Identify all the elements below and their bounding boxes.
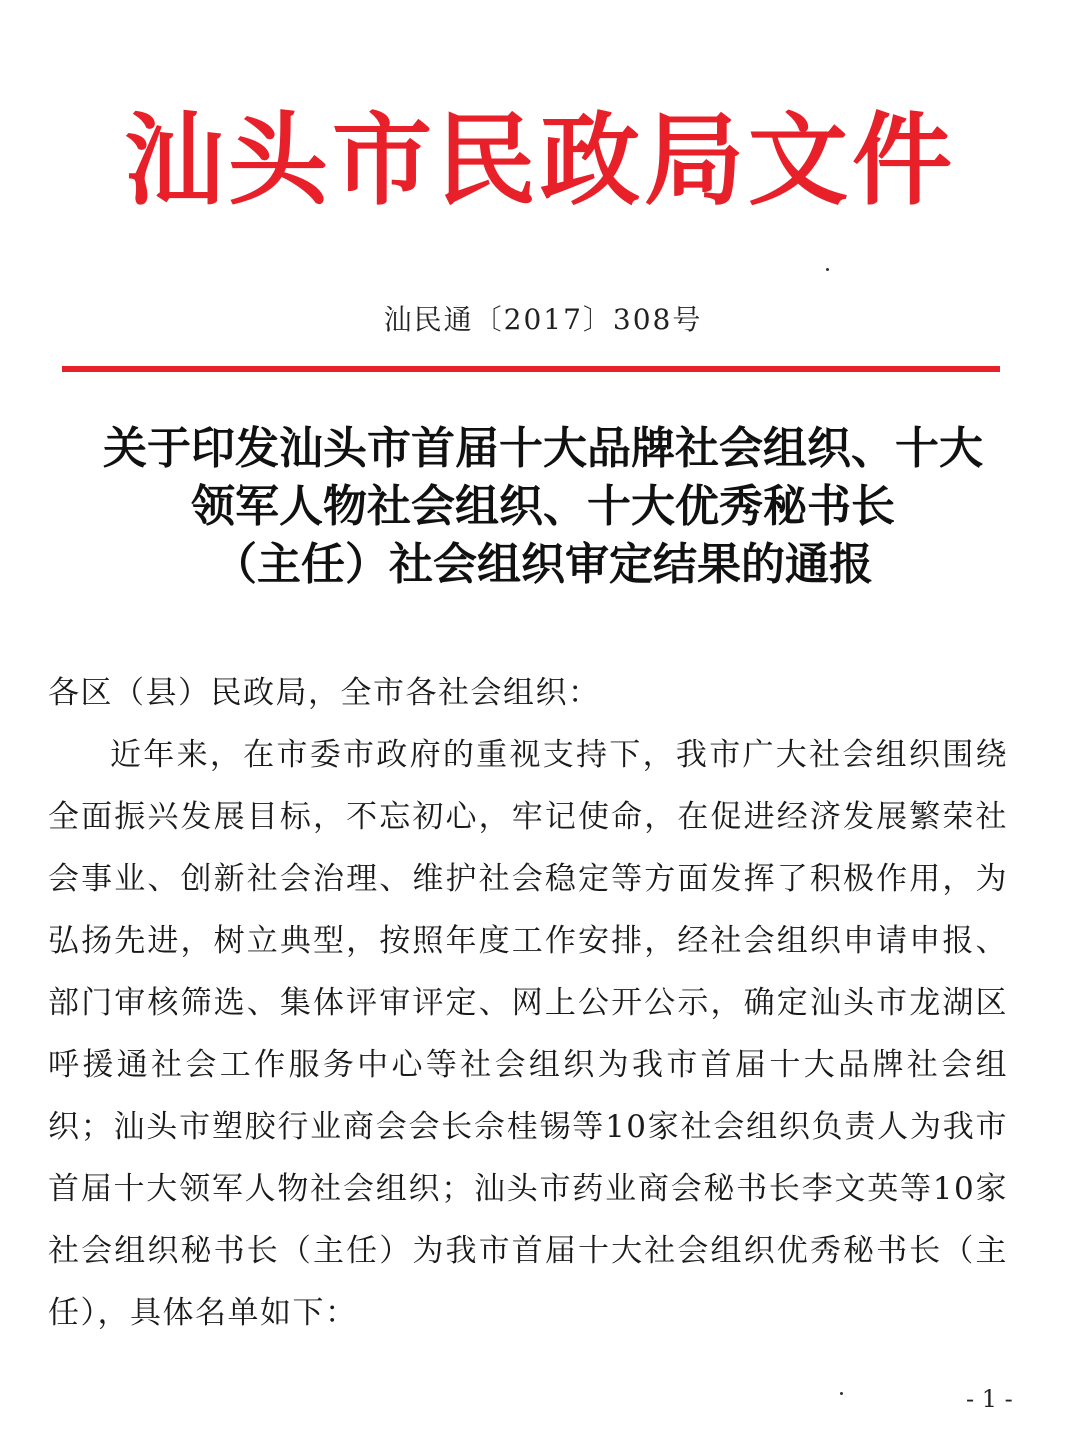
body-paragraph: 近年来，在市委市政府的重视支持下，我市广大社会组织围绕全面振兴发展目标，不忘初心，牢记使命，在促进经济发展繁荣社会事业、创新社会治理、维护社会稳定等方面发挥了积极作用，为弘扬先进，树立典型，按照年度工作安排，经社会组织申请申报、部门审核筛选、集体评审评定、网上公开公示，确定汕头市龙湖区呼援通社会工作服务中心等社会组织为我市首届十大品牌社会组织；汕头市塑胶行业商会会长佘桂锡等10家社会组织负责人为我市首届十大领军人物社会组织；汕头市药业商会秘书长李文英等10家社会组织秘书长（主任）为我市首届十大社会组织优秀秘书长（主任），具体名单如下： [48, 737, 1008, 1331]
red-divider-line [62, 366, 1000, 372]
title-line: 关于印发汕头市首届十大品牌社会组织、十大 [103, 423, 983, 474]
title-line: 领军人物社会组织、十大优秀秘书长 [191, 481, 895, 532]
issuer-header-title: 汕头市民政局文件 [124, 101, 956, 219]
document-number: 汕民通〔2017〕308号 [383, 303, 703, 336]
salutation: 各区（县）民政局，全市各社会组织： [48, 675, 601, 711]
page-number: - 1 - [966, 1385, 1013, 1413]
document-title [50, 420, 1036, 594]
document-body [48, 662, 1008, 1344]
scan-speck [840, 1392, 843, 1395]
scan-speck [826, 268, 829, 271]
title-line: （主任）社会组织审定结果的通报 [213, 539, 873, 590]
